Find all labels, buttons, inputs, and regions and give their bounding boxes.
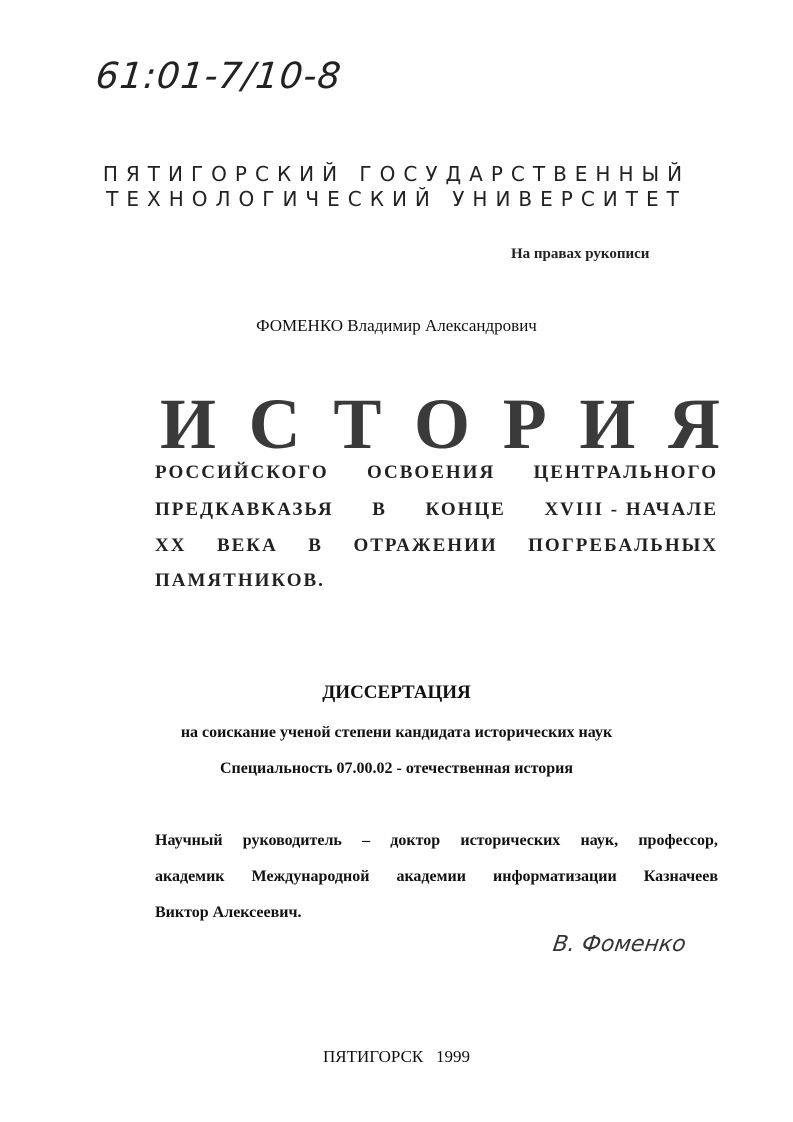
subtitle-word: ВЕКА xyxy=(216,535,278,556)
subtitle-word: XVIII - НАЧАЛЕ xyxy=(544,499,718,520)
supervisor-word: академии xyxy=(396,868,466,885)
title-letter: И xyxy=(160,384,217,464)
supervisor-word: Научный xyxy=(155,832,223,849)
author-signature: В. Фоменко xyxy=(551,932,688,957)
subtitle-word: КОНЦЕ xyxy=(425,499,506,520)
title-letter: Т xyxy=(333,384,382,464)
university-name-line1: ПЯТИГОРСКИЙ ГОСУДАРСТВЕННЫЙ xyxy=(102,162,691,186)
subtitle-word: ОТРАЖЕНИИ xyxy=(353,535,498,556)
supervisor-word: доктор xyxy=(390,832,441,849)
supervisor-word: Казначеев xyxy=(643,868,718,885)
subtitle-line-3 xyxy=(155,535,718,557)
title-letter: И xyxy=(579,384,636,464)
supervisor-word: – xyxy=(362,832,371,849)
archive-code-handwritten: 61:01-7/10-8 xyxy=(93,56,344,97)
subtitle-word: ПОГРЕБАЛЬНЫХ xyxy=(528,535,718,556)
dissertation-heading: ДИССЕРТАЦИЯ xyxy=(322,682,471,703)
specialty-line: Специальность 07.00.02 - отечественная история xyxy=(219,760,574,777)
supervisor-word: наук, xyxy=(580,832,619,849)
subtitle-word: XX xyxy=(155,535,187,556)
title-letter: Я xyxy=(668,384,720,464)
supervisor-line-2 xyxy=(155,868,718,886)
subtitle-line-4 xyxy=(155,570,718,592)
subtitle-word: ЦЕНТРАЛЬНОГО xyxy=(533,462,718,483)
supervisor-word: академик xyxy=(155,868,225,885)
supervisor-line-3: Виктор Алексеевич. xyxy=(155,904,302,921)
supervisor-word: руководитель xyxy=(242,832,342,849)
university-name-line2: ТЕХНОЛОГИЧЕСКИЙ УНИВЕРСИТЕТ xyxy=(106,187,687,211)
subtitle-word: В xyxy=(372,499,387,520)
subtitle-line-1 xyxy=(155,462,718,484)
main-title xyxy=(160,384,720,464)
supervisor-word: исторических xyxy=(460,832,561,849)
manuscript-note: На правах рукописи xyxy=(511,246,650,262)
degree-line: на соискание ученой степени кандидата исторических наук xyxy=(180,724,613,741)
supervisor-line-1 xyxy=(155,832,718,850)
supervisor-word: профессор, xyxy=(638,832,718,849)
supervisor-word: информатизации xyxy=(493,868,617,885)
subtitle-word: ПРЕДКАВКАЗЬЯ xyxy=(155,499,334,520)
city-year: ПЯТИГОРСК 1999 xyxy=(322,1047,471,1066)
subtitle-word: ПАМЯТНИКОВ. xyxy=(155,570,325,591)
title-letter: О xyxy=(414,384,471,464)
author-name: ФОМЕНКО Владимир Александрович xyxy=(256,316,537,335)
subtitle-line-2 xyxy=(155,499,718,521)
subtitle-word: РОССИЙСКОГО xyxy=(155,462,329,483)
title-letter: Р xyxy=(502,384,547,464)
subtitle-word: В xyxy=(308,535,323,556)
title-letter: С xyxy=(248,384,301,464)
subtitle-word: ОСВОЕНИЯ xyxy=(367,462,496,483)
supervisor-word: Международной xyxy=(251,868,370,885)
